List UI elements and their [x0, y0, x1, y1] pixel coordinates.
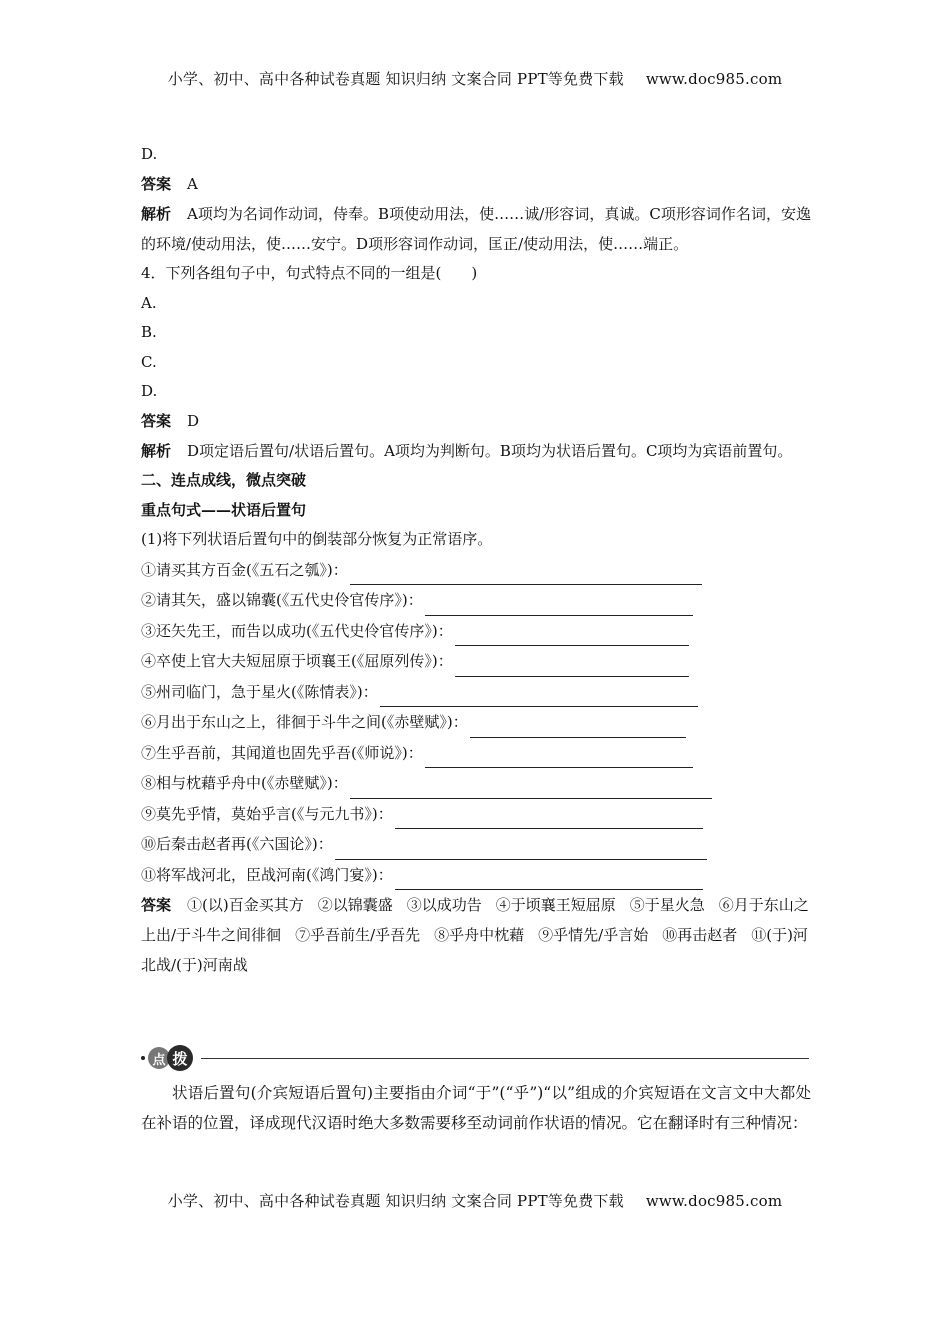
- exercise-item: [141, 738, 811, 769]
- divider-line: [201, 1058, 809, 1059]
- analysis-text: D项定语后置句/状语后置句。A项均为判断句。B项均为状语后置句。C项均为宾语前置句。: [187, 442, 793, 460]
- answer-item: ⑦乎吾前生/乎吾先: [295, 926, 421, 944]
- section-title: 二、连点成线，微点突破: [141, 471, 307, 489]
- item-text: ⑦生乎吾前，其闻道也固先乎吾(《师说》)：: [141, 743, 423, 762]
- answer-blank[interactable]: [470, 717, 686, 738]
- answer-blank[interactable]: [455, 625, 689, 646]
- analysis-label: 解析: [141, 442, 172, 460]
- section-subtitle: 重点句式——状语后置句: [141, 500, 307, 519]
- q4-stem: 4．下列各组句子中，句式特点不同的一组是( ): [141, 264, 478, 282]
- bo-badge-icon: 拨: [167, 1045, 193, 1071]
- analysis-text: A项均为名词作动词，侍奉。B项使动用法，使……诚/形容词，真诚。C项形容词作名词，安逸的环境/使动用法，使……安宁。D项形容词作动词，匡正/使动用法，使……端正。: [141, 205, 811, 253]
- q4-option-c: C.: [141, 352, 157, 371]
- exercise-item: [141, 860, 811, 891]
- answer-value: D: [187, 411, 200, 430]
- page-footer: [0, 1190, 950, 1211]
- answer-item: ⑨乎情先/乎言始: [538, 926, 649, 944]
- answer-blank[interactable]: [350, 778, 712, 799]
- dian-badge-icon: 点: [148, 1047, 170, 1069]
- exercise-instruction: (1)将下列状语后置句中的倒装部分恢复为正常语序。: [141, 530, 493, 548]
- tips-paragraph: 状语后置句(介宾短语后置句)主要指由介词“于”(“乎”)“以”组成的介宾短语在文言文中大都处在补语的位置，译成现代汉语时绝大多数需要移至动词前作状语的情况。它在翻译时有三种情况：: [141, 1084, 811, 1132]
- q4-option-b: B.: [141, 323, 157, 341]
- answer-item: ④于顷襄王短屈原: [495, 896, 616, 914]
- item-text: ④卒使上官大夫短屈原于顷襄王(《屈原列传》)：: [141, 652, 453, 670]
- answer-item: ②以锦囊盛: [317, 896, 393, 914]
- exercise-item: [141, 677, 811, 708]
- q4-option-d: D.: [141, 382, 158, 400]
- item-text: ①请买其方百金(《五石之瓠》)：: [141, 560, 348, 579]
- item-text: ②请其矢，盛以锦囊(《五代史伶官传序》)：: [141, 591, 423, 609]
- item-text: ⑥月出于东山之上，徘徊于斗牛之间(《赤壁赋》)：: [141, 713, 468, 731]
- answer-item: ⑩再击赵者: [662, 926, 738, 944]
- q3-analysis: [141, 199, 811, 259]
- answer-blank[interactable]: [395, 869, 703, 890]
- answer-blank[interactable]: [425, 747, 693, 768]
- item-text: ③还矢先王，而告以成功(《五代史伶官传序》)：: [141, 621, 453, 640]
- analysis-label: 解析: [141, 205, 172, 223]
- header-text: 小学、初中、高中各种试卷真题 知识归纳 文案合同 PPT等免费下载: [167, 70, 624, 88]
- footer-text: 小学、初中、高中各种试卷真题 知识归纳 文案合同 PPT等免费下载: [167, 1192, 624, 1210]
- bullet-dot-icon: [141, 1056, 145, 1060]
- answer-item: ⑪(于)河北战/(于)河南战: [141, 926, 808, 974]
- answer-item: ⑤于星火急: [629, 896, 705, 914]
- item-text: ⑩后秦击赵者再(《六国论》)：: [141, 835, 333, 853]
- page-header: [0, 68, 950, 89]
- answer-blank[interactable]: [350, 564, 702, 585]
- answer-label: 答案: [141, 174, 172, 193]
- footer-site[interactable]: www.doc985.com: [645, 1192, 783, 1210]
- answer-blank[interactable]: [335, 839, 707, 860]
- answer-item: ⑧乎舟中枕藉: [434, 926, 525, 944]
- item-text: ⑤州司临门，急于星火(《陈情表》)：: [141, 682, 378, 701]
- item-text: ⑨莫先乎情，莫始乎言(《与元九书》)：: [141, 804, 393, 823]
- exercise-item: [141, 707, 811, 738]
- answer-item: ⑥月于东山之上出/于斗牛之间徘徊: [141, 896, 809, 944]
- q4-analysis: [141, 436, 811, 466]
- answer-blank[interactable]: [395, 808, 703, 829]
- q4-option-a: A.: [141, 293, 157, 312]
- header-site[interactable]: www.doc985.com: [645, 70, 783, 88]
- tips-divider: [141, 1045, 809, 1071]
- exercise-item: [141, 616, 811, 647]
- exercise-item: [141, 585, 811, 616]
- answer-blank[interactable]: [380, 686, 698, 707]
- q4-answer: [141, 407, 811, 437]
- q3-answer: [141, 170, 811, 200]
- exercise-item: [141, 555, 811, 586]
- answer-value: A: [187, 174, 198, 193]
- exercise-item: [141, 768, 811, 799]
- item-text: ⑧相与枕藉乎舟中(《赤壁赋》)：: [141, 774, 348, 792]
- answer-label: 答案: [141, 411, 172, 430]
- exercise-item: [141, 799, 811, 830]
- q3-option-d: D.: [141, 145, 158, 163]
- exercise-answers: [141, 890, 811, 980]
- answer-item: ③以成功告: [406, 896, 482, 914]
- answer-item: ①(以)百金买其方: [187, 896, 304, 914]
- main-content: [141, 140, 811, 980]
- answer-blank[interactable]: [455, 656, 689, 677]
- answer-blank[interactable]: [425, 595, 693, 616]
- exercise-item: [141, 829, 811, 860]
- answer-label: 答案: [141, 896, 172, 914]
- exercise-item: [141, 646, 811, 677]
- item-text: ⑪将军战河北，臣战河南(《鸿门宴》)：: [141, 865, 393, 884]
